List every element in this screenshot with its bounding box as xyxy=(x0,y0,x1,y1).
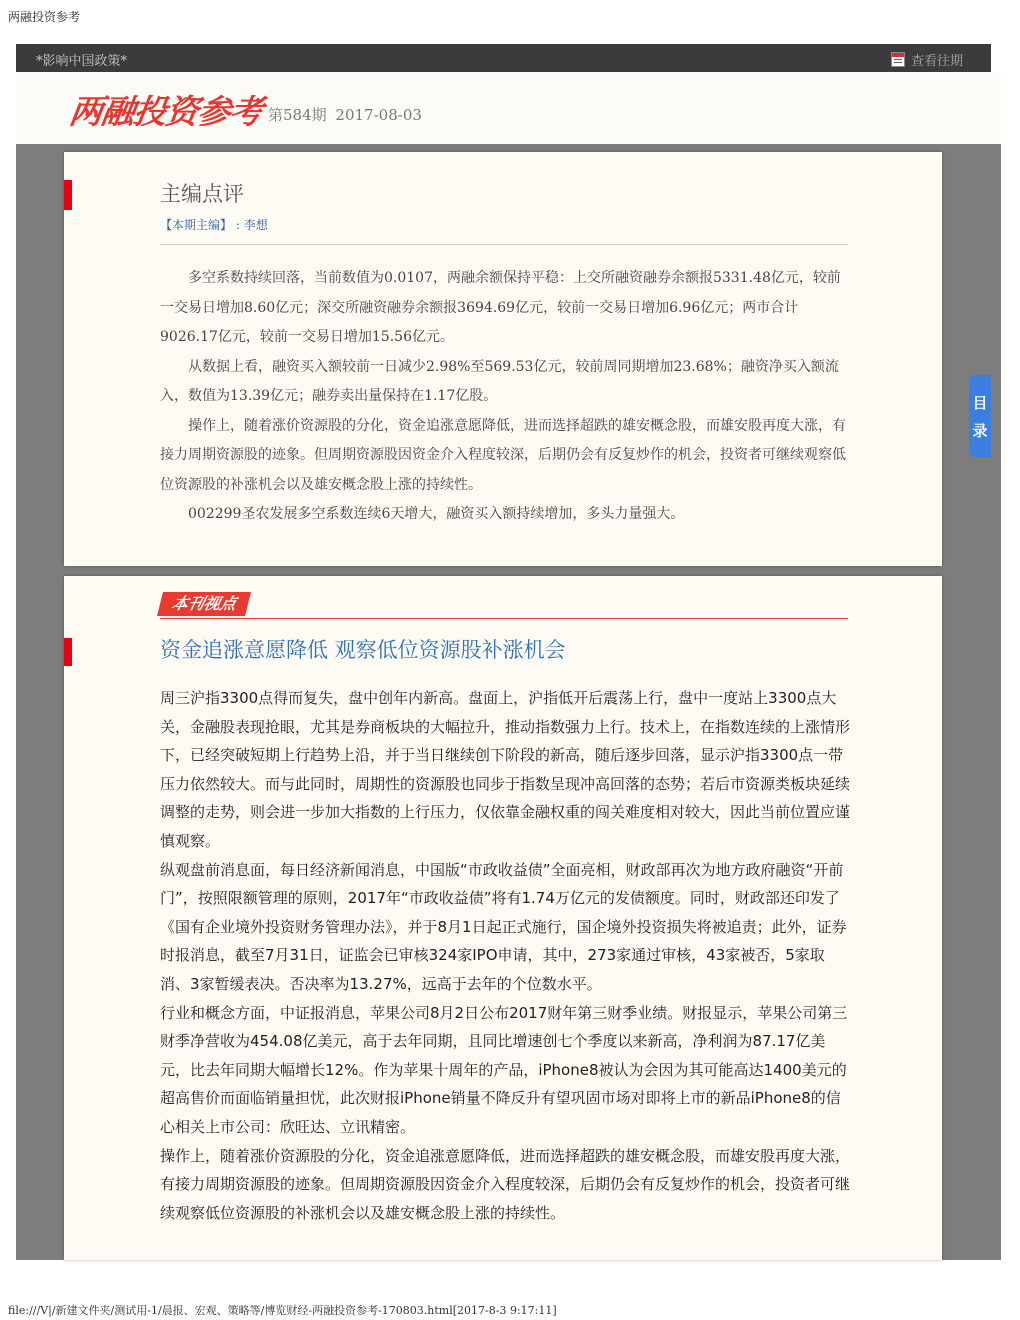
viewpoint-card xyxy=(64,576,942,1260)
view-past-issues-label: 查看往期 xyxy=(910,54,963,69)
slogan: *影响中国政策* xyxy=(36,54,128,69)
section-marker xyxy=(64,180,72,210)
pdf-page-footer: file:///V|/新建文件夹/测试用-1/晨报、宏观、策略等/博览财经-两融投资参考-170803.html[2017-8-3 9:17:11] xyxy=(8,1304,557,1317)
comment-paragraph: 002299圣农发展多空系数连续6天增大，融资买入额持续增加，多头力量强大。 xyxy=(188,506,685,522)
table-of-contents-button[interactable]: 目录 xyxy=(969,375,991,457)
editor-label: 【本期主编】 xyxy=(160,218,233,232)
top-bar xyxy=(16,44,991,72)
divider xyxy=(160,244,848,245)
issue-number: 第584期 xyxy=(268,106,327,124)
editor-name[interactable]: 李想 xyxy=(243,218,268,232)
comment-paragraph: 操作上，随着涨价资源股的分化，资金追涨意愿降低，进而选择超跌的雄安概念股，而雄安股再度大涨，有接力周期资源股的迹象。但周期资源股因资金介入程度较深，后期仍会有反复炒作的机会，投资者可继续观察低位资源股的补涨机会以及雄安概念股上涨的持续性。 xyxy=(160,417,846,493)
article-paragraph: 纵观盘前消息面，每日经济新闻消息，中国版“市政收益债”全面亮相，财政部再次为地方政府融资“开前门”，按照限额管理的原则，2017年“市政收益债”将有1.74万亿元的发债额度。同时，财政部还印发了《国有企业境外投资财务管理办法》，并于8月1日起正式施行，国企境外投资损失将被追责；此外，证券时报消息，截至7月31日，证监会已审核324家IPO申请，其中，273家通过审核，43家被否，5家取消、3家暂缓表决。否决率为13.27%，远高于去年的个位数水平。 xyxy=(160,860,847,993)
editor-comment-body xyxy=(160,264,850,530)
comment-paragraph: 从数据上看，融资买入额较前一日减少2.98%至569.53亿元，较前周同期增加23.68%；融资净买入额流入，数值为13.39亿元；融券卖出量保持在1.17亿股。 xyxy=(160,358,839,404)
section-title: 主编点评 xyxy=(160,182,244,206)
pdf-page-header: 两融投资参考 xyxy=(8,10,81,24)
article-body xyxy=(160,684,850,1227)
article-paragraph: 周三沪指3300点得而复失，盘中创年内新高。盘面上，沪指低开后震荡上行，盘中一度站上3300点大关，金融股表现抢眼，尤其是券商板块的大幅拉升，推动指数强力上行。技术上，在指数连续的上涨情形下，已经突破短期上行趋势上沿，并于当日继续创下阶段的新高，随后逐步回落，显示沪指3300点一带压力依然较大。而与此同时，周期性的资源股也同步于指数呈现冲高回落的态势；若后市资源类板块延续调整的走势，则会进一步加大指数的上行压力，仅依靠金融权重的闯关难度相对较大，因此当前位置应谨慎观察。 xyxy=(160,689,851,850)
article-title: 资金追涨意愿降低 观察低位资源股补涨机会 xyxy=(160,638,566,662)
logo[interactable]: 两融投资参考 xyxy=(66,92,265,131)
view-past-issues-link[interactable] xyxy=(891,50,963,69)
editor-separator: : xyxy=(235,218,240,232)
editor-line xyxy=(160,216,268,233)
issue-info xyxy=(268,104,422,125)
calendar-icon xyxy=(891,52,905,67)
issue-date: 2017-08-03 xyxy=(335,106,422,124)
article-paragraph: 操作上，随着涨价资源股的分化，资金追涨意愿降低，进而选择超跌的雄安概念股，而雄安股再度大涨，有接力周期资源股的迹象。但周期资源股因资金介入程度较深，后期仍会有反复炒作的机会，投资者可继续观察低位资源股的补涨机会以及雄安概念股上涨的持续性。 xyxy=(160,1146,851,1222)
article-paragraph: 行业和概念方面，中证报消息，苹果公司8月2日公布2017财年第三财季业绩。财报显示，苹果公司第三财季净营收为454.08亿美元，高于去年同期，且同比增速创七个季度以来新高，净利润为87.17亿美元，比去年同期大幅增长12%。作为苹果十周年的产品，iPhone8被认为会因为其可能高达1400美元的超高售价而面临销量担忧，此次财报iPhone销量不降反升有望巩固市场对即将上市的新品iPhone8的信心相关上市公司：欣旺达、立讯精密。 xyxy=(160,1003,848,1136)
banner-underline xyxy=(160,618,848,619)
editor-comment-card xyxy=(64,152,942,566)
section-marker xyxy=(64,638,72,666)
masthead xyxy=(16,72,1001,145)
viewpoint-banner: 本刊视点 xyxy=(157,592,251,616)
comment-paragraph: 多空系数持续回落，当前数值为0.0107，两融余额保持平稳：上交所融资融券余额报5331.48亿元，较前一交易日增加8.60亿元；深交所融资融券余额报3694.69亿元，较前一交易日增加6.96亿元；两市合计9026.17亿元，较前一交易日增加15.56亿元。 xyxy=(160,270,841,345)
